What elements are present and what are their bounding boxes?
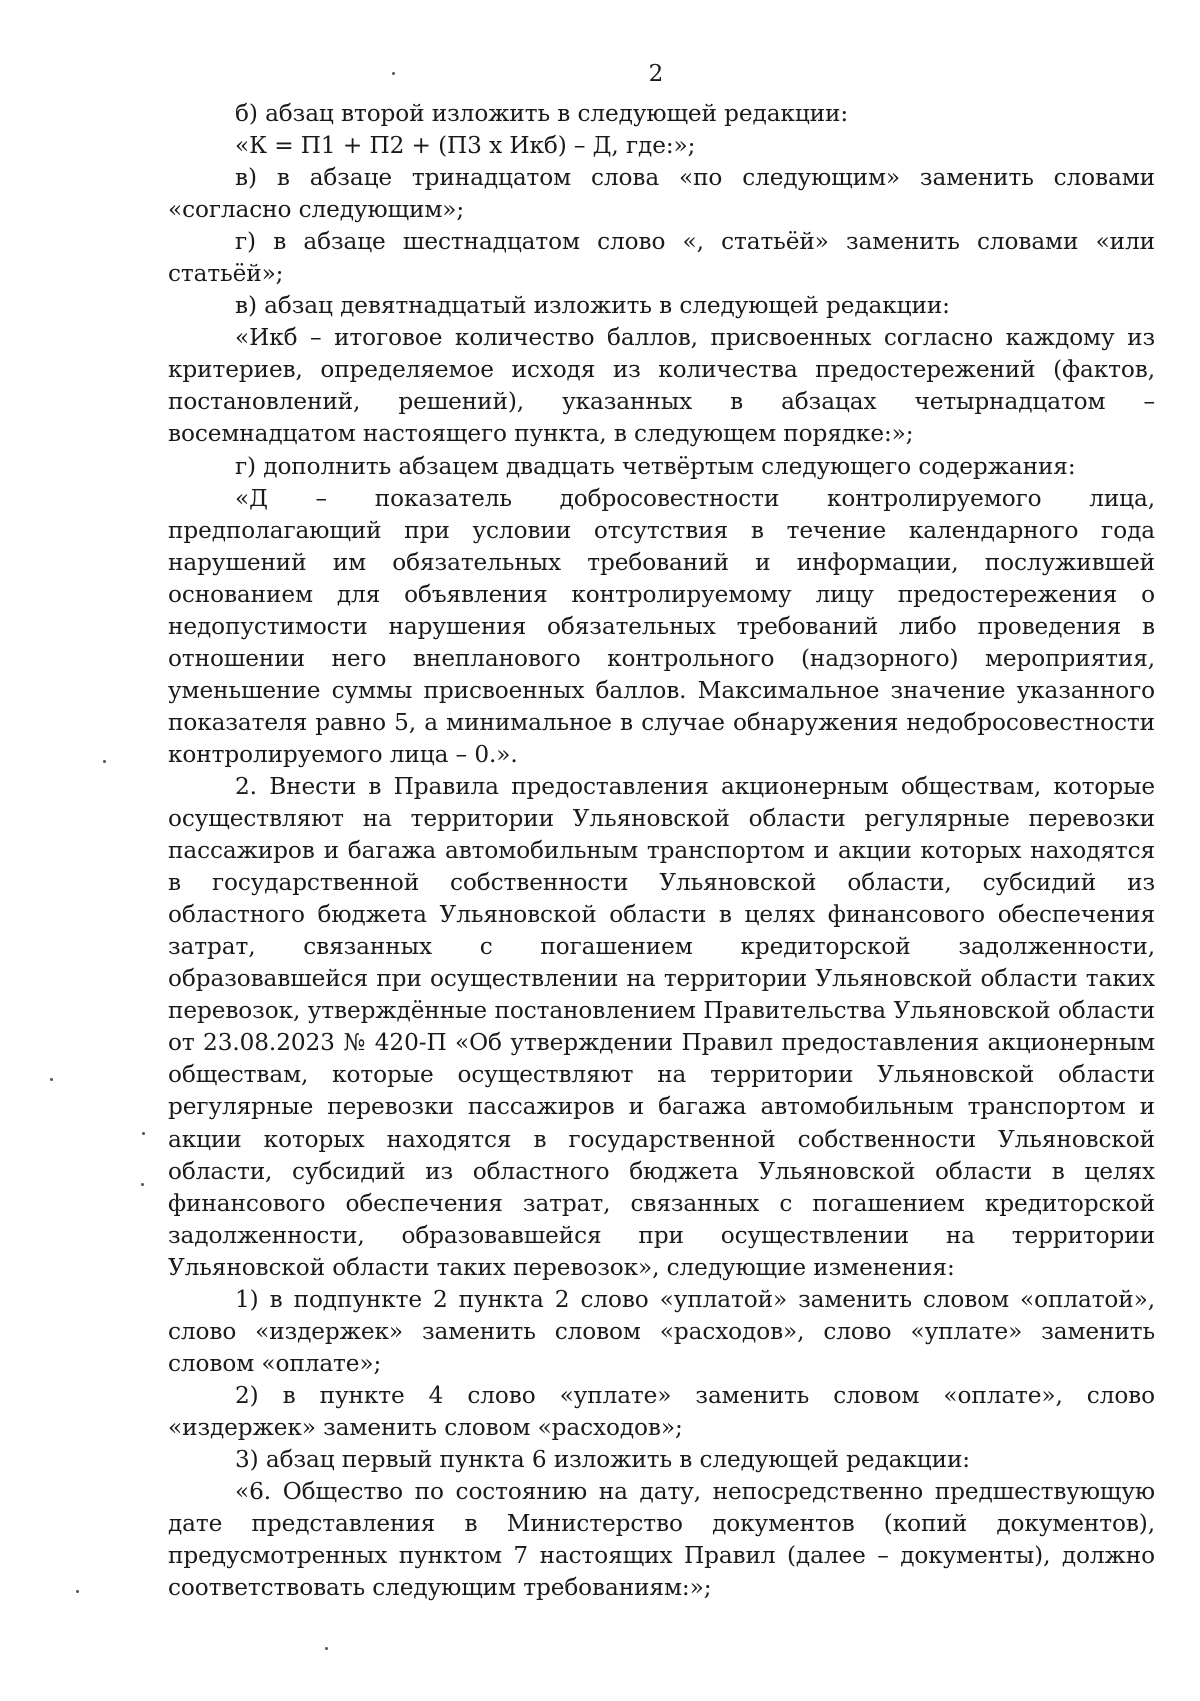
document-body xyxy=(168,98,1155,1604)
paragraph-13: «6. Общество по состоянию на дату, непосредственно предшествующую дате представления в Министерство документов (копий документов), предусмотренных пунктом 7 настоящих Правил (далее – документы), должно соответствовать следующим требованиям:»; xyxy=(168,1478,1155,1602)
paragraph-1: б) абзац второй изложить в следующей редакции: xyxy=(235,100,849,127)
paragraph-9: 2. Внести в Правила предоставления акционерным обществам, которые осуществляют на территории Ульяновской области регулярные перевозки пассажиров и багажа автомобильным транспортом и акции которых находятся в государственной собственности Ульяновской области, субсидий из областного бюджета Ульяновской области в целях финансового обеспечения затрат, связанных с погашением кредиторской задолженности, образовавшейся при осуществлении на территории Ульяновской области таких перевозок, утверждённые постановлением Правительства Ульяновской области от 23.08.2023 № 420-П «Об утверждении Правил предоставления акционерным обществам, которые осуществляют на территории Ульяновской области регулярные перевозки пассажиров и багажа автомобильным транспортом и акции которых находятся в государственной собственности Ульяновской области, субсидий из областного бюджета Ульяновской области в целях финансового обеспечения затрат, связанных с погашением кредиторской задолженности, образовавшейся при осуществлении на территории Ульяновской области таких перевозок», следующие изменения: xyxy=(168,772,1155,1281)
paragraph-12: 3) абзац первый пункта 6 изложить в следующей редакции: xyxy=(235,1445,971,1473)
paragraph-10: 1) в подпункте 2 пункта 2 слово «уплатой» заменить словом «оплатой», слово «издержек» заменить словом «расходов», слово «уплате» заменить словом «оплате»; xyxy=(168,1285,1155,1377)
scan-speck xyxy=(103,760,106,763)
scan-speck xyxy=(142,1132,145,1135)
paragraph-7: г) дополнить абзацем двадцать четвёртым следующего содержания: xyxy=(235,452,1076,480)
scan-speck xyxy=(76,1590,79,1593)
paragraph-4: г) в абзаце шестнадцатом слово «, статьёй» заменить словами «или статьёй»; xyxy=(168,228,1155,288)
paragraph-5: в) абзац девятнадцатый изложить в следующей редакции: xyxy=(235,292,950,320)
scan-speck xyxy=(392,72,395,75)
paragraph-2: «К = П1 + П2 + (П3 х Икб) – Д, где:»; xyxy=(235,132,696,160)
paragraph-11: 2) в пункте 4 слово «уплате» заменить словом «оплате», слово «издержек» заменить словом «расходов»; xyxy=(168,1381,1155,1441)
paragraph-3: в) в абзаце тринадцатом слова «по следующим» заменить словами «согласно следующим»; xyxy=(168,164,1155,224)
scan-speck xyxy=(141,1183,144,1186)
paragraph-8: «Д – показатель добросовестности контролируемого лица, предполагающий при условии отсутствия в течение календарного года нарушений им обязательных требований и информации, послужившей основанием для объявления контролируемому лицу предостережения о недопустимости нарушения обязательных требований либо проведения в отношении него внепланового контрольного (надзорного) мероприятия, уменьшение суммы присвоенных баллов. Максимальное значение указанного показателя равно 5, а минимальное в случае обнаружения недобросовестности контролируемого лица – 0.». xyxy=(168,484,1155,768)
paragraph-6: «Икб – итоговое количество баллов, присвоенных согласно каждому из критериев, определяемое исходя из количества предостережений (фактов, постановлений, решений), указанных в абзацах четырнадцатом – восемнадцатом настоящего пункта, в следующем порядке:»; xyxy=(168,324,1155,448)
page-number: 2 xyxy=(648,61,664,87)
scan-speck xyxy=(325,1647,328,1650)
scan-speck xyxy=(50,1078,53,1081)
